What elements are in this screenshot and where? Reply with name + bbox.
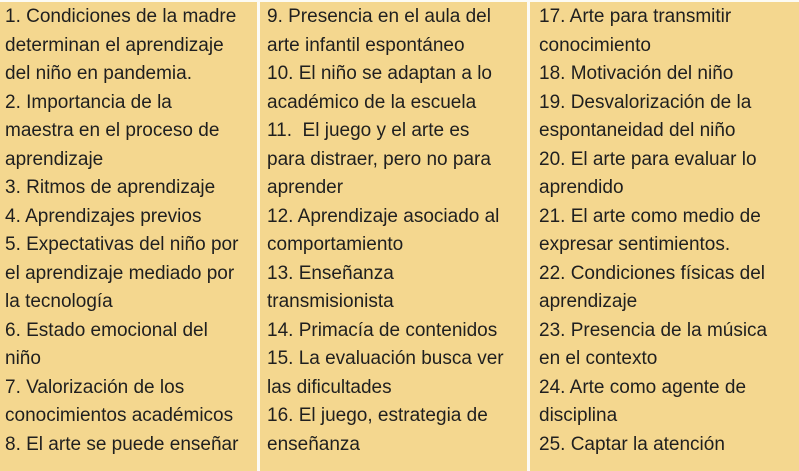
table-column-2: [260, 2, 530, 471]
list-item: 21. El arte como medio de expresar sentimientos.: [539, 205, 767, 255]
list-item: 2. Importancia de la maestra en el proceso de aprendizaje: [5, 91, 225, 170]
list-item: 1. Condiciones de la madre determinan el aprendizaje del niño en pandemia.: [5, 6, 242, 84]
list-item: 8. El arte se puede enseñar: [5, 433, 239, 455]
list-item: 18. Motivación del niño: [539, 63, 734, 84]
list-item: 13. Enseñanza transmisionista: [267, 262, 400, 312]
table-column-3: [530, 2, 799, 471]
list-item: 5. Expectativas del niño por el aprendizaje mediado por la tecnología: [5, 234, 244, 312]
list-item: 24. Arte como agente de disciplina: [539, 376, 752, 426]
table-column-1: [0, 2, 260, 471]
list-item: 9. Presencia en el aula del arte infantil espontáneo: [267, 6, 497, 56]
list-item: 6. Estado emocional del niño: [5, 319, 214, 369]
list-item: 15. La evaluación busca ver las dificultades: [267, 348, 509, 398]
list-item: 25. Captar la atención: [539, 433, 725, 455]
list-item: 4. Aprendizajes previos: [5, 205, 202, 227]
list-item: 19. Desvalorización de la espontaneidad del niño: [539, 91, 757, 141]
list-item: 10. El niño se adaptan a lo académico de la escuela: [267, 63, 498, 113]
list-item: 3. Ritmos de aprendizaje: [5, 177, 216, 198]
list-item: 12. Aprendizaje asociado al comportamiento: [267, 205, 505, 255]
list-item: 11. El juego y el arte es para distraer, pero no para aprender: [267, 120, 497, 198]
list-item: 23. Presencia de la música en el contexto: [539, 319, 773, 369]
list-item: 22. Condiciones físicas del aprendizaje: [539, 262, 771, 312]
list-item: 16. El juego, estrategia de enseñanza: [267, 405, 494, 455]
list-item: 7. Valorización de los conocimientos académicos: [5, 376, 234, 426]
list-item: 20. El arte para evaluar lo aprendido: [539, 148, 762, 198]
list-item: 14. Primacía de contenidos: [267, 319, 498, 341]
list-item: 17. Arte para transmitir conocimiento: [539, 6, 737, 56]
